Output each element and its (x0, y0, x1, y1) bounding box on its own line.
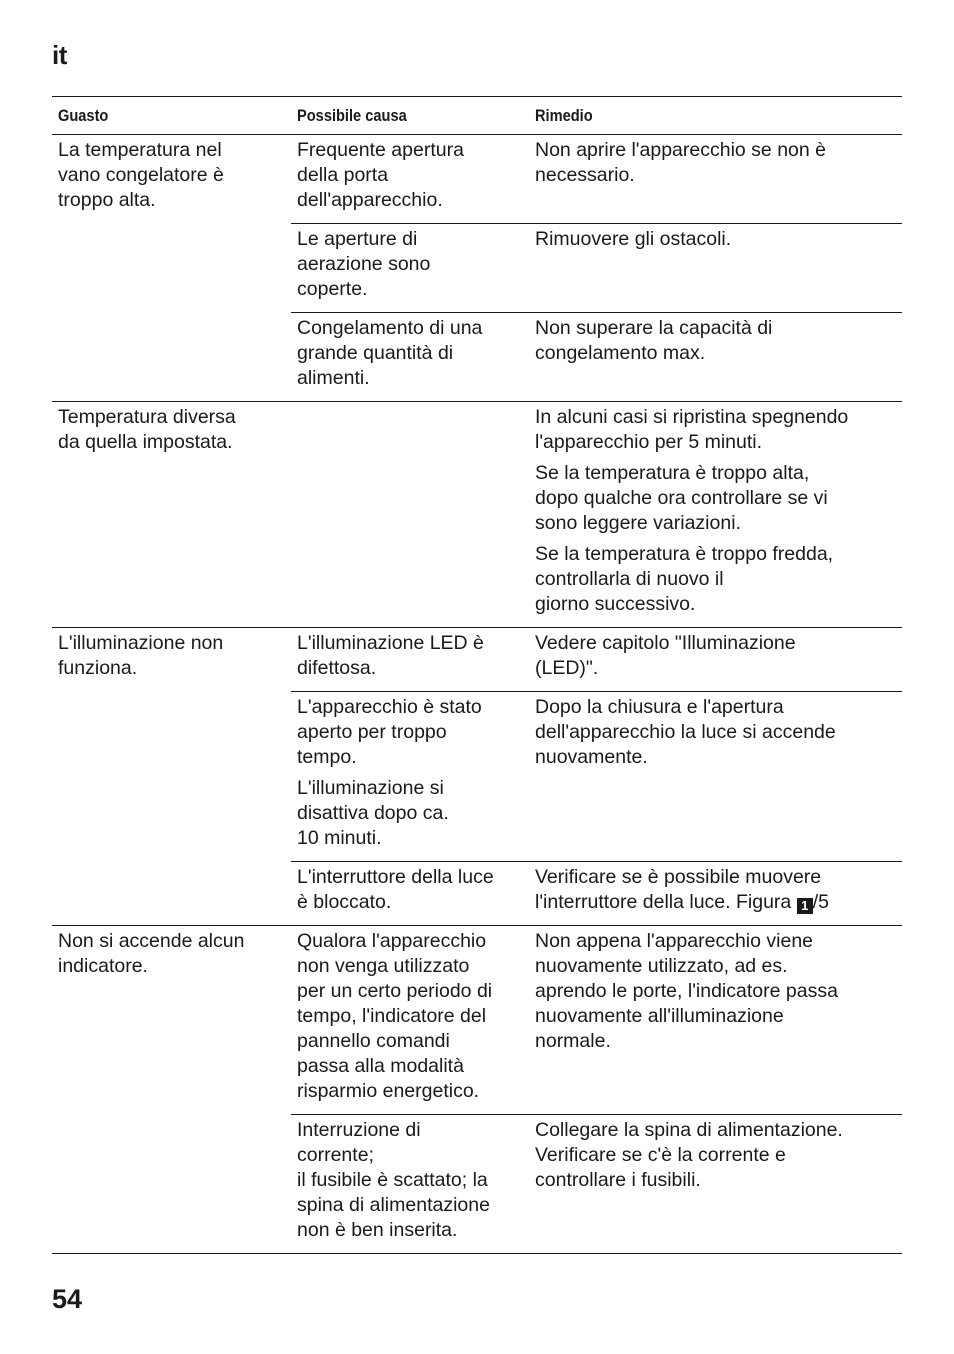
figure-page-ref: /5 (812, 891, 829, 913)
remedy-text: Collegare la spina di alimentazione. Verificare se c'è la corrente e controllare i fusibili. (535, 1119, 843, 1191)
cause-cell (291, 402, 529, 627)
language-code: it (52, 40, 67, 70)
fault-cell: Temperatura diversa da quella impostata. (58, 406, 236, 453)
table-row-group (52, 135, 902, 402)
cause-text: L'illuminazione LED è difettosa. (297, 632, 484, 679)
cause-text: L'interruttore della luce è bloccato. (297, 866, 494, 913)
cause-text: Congelamento di una grande quantità di alimenti. (297, 317, 483, 389)
remedy-cell (529, 692, 902, 861)
cause-cell (291, 313, 529, 401)
table-row (291, 223, 902, 312)
table-row (291, 312, 902, 401)
fault-cell: La temperatura nel vano congelatore è troppo alta. (58, 139, 224, 211)
cause-cell (291, 224, 529, 312)
remedy-text: Rimuovere gli ostacoli. (535, 228, 732, 250)
header-cause: Possibile causa (297, 105, 407, 125)
table-body (52, 135, 902, 1254)
header-remedy: Rimedio (535, 105, 593, 125)
remedy-text: Verificare se è possibile muovere l'interruttore della luce. Figura (535, 866, 822, 913)
remedy-cell (529, 224, 902, 312)
fault-cell: Non si accende alcun indicatore. (58, 930, 245, 977)
remedy-cell (529, 862, 902, 925)
cause-cell (291, 135, 529, 223)
table-row-group (52, 926, 902, 1254)
remedy-text: Vedere capitolo "Illuminazione (LED)". (535, 632, 796, 679)
table-row (291, 926, 902, 1114)
table-row (291, 135, 902, 223)
remedy-text: Non aprire l'apparecchio se non è necessario. (535, 139, 826, 186)
cause-text: Interruzione di corrente; il fusibile è scattato; la spina di alimentazione non è ben inserita. (297, 1119, 490, 1241)
table-row-group (52, 402, 902, 628)
cause-cell (291, 926, 529, 1114)
troubleshooting-table (52, 96, 902, 1254)
table-row-group (52, 628, 902, 926)
cause-text: Qualora l'apparecchio non venga utilizzato per un certo periodo di tempo, l'indicatore del pannello comandi passa alla modalità risparmio energetico. (297, 930, 493, 1102)
remedy-text: Dopo la chiusura e l'apertura dell'apparecchio la luce si accende nuovamente. (535, 696, 836, 768)
remedy-cell (529, 628, 902, 691)
cause-text: Frequente apertura della porta dell'apparecchio. (297, 139, 464, 211)
table-row (291, 691, 902, 861)
remedy-text: Se la temperatura è troppo fredda, controllarla di nuovo il giorno successivo. (535, 543, 834, 615)
cause-cell (291, 628, 529, 691)
remedy-cell (529, 926, 902, 1114)
cause-cell (291, 862, 529, 925)
remedy-text: In alcuni casi si ripristina spegnendo l'apparecchio per 5 minuti. (535, 406, 849, 453)
fault-cell: L'illuminazione non funziona. (58, 632, 224, 679)
cause-cell (291, 1115, 529, 1253)
figure-number-badge: 1 (797, 898, 813, 914)
remedy-text: Se la temperatura è troppo alta, dopo qualche ora controllare se vi sono leggere variazioni. (535, 462, 828, 534)
remedy-text: Non superare la capacità di congelamento max. (535, 317, 773, 364)
cause-text: Le aperture di aerazione sono coperte. (297, 228, 431, 300)
table-row (291, 1114, 902, 1253)
remedy-cell (529, 402, 902, 627)
page-number: 54 (52, 1284, 83, 1314)
cause-cell (291, 692, 529, 861)
table-row (291, 861, 902, 925)
cause-text: L'apparecchio è stato aperto per troppo tempo. (297, 696, 482, 768)
header-fault: Guasto (58, 105, 109, 125)
table-header (52, 97, 902, 135)
remedy-text: Non appena l'apparecchio viene nuovamente utilizzato, ad es. aprendo le porte, l'indicatore passa nuovamente all'illuminazione normale. (535, 930, 838, 1052)
cause-text: L'illuminazione si disattiva dopo ca. 10 minuti. (297, 777, 449, 849)
remedy-cell (529, 313, 902, 401)
table-row (291, 402, 902, 627)
table-row (291, 628, 902, 691)
remedy-cell (529, 1115, 902, 1253)
remedy-cell (529, 135, 902, 223)
